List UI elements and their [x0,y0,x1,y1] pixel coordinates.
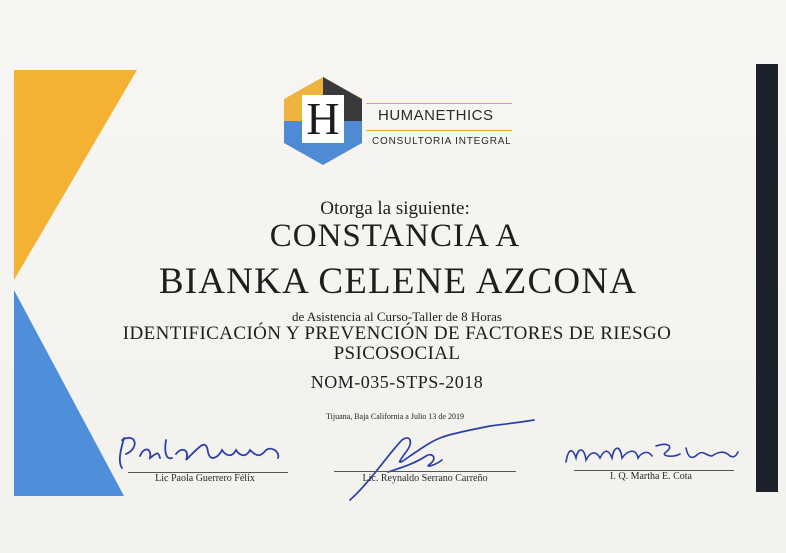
place-date: Tijuana, Baja California a Julio 13 de 2019 [326,412,464,421]
signatory-name-1: Lic Paola Guerrero Félix [155,473,255,484]
handwritten-signature-2 [330,412,540,507]
company-logo [282,75,522,170]
brand-subtitle: CONSULTORIA INTEGRAL [372,136,512,147]
course-title-line-2: PSICOSOCIAL [333,343,461,364]
brand-rule-top [366,103,512,104]
certificate-title: CONSTANCIA A [269,218,521,254]
grant-text: Otorga la siguiente: [320,198,470,219]
signature-block-3 [556,400,746,490]
logo-letter: H [306,93,340,144]
signature-line-2 [334,471,516,472]
signatory-name-3: I. Q. Martha E. Cota [610,471,692,482]
assistance-text: de Asistencia al Curso-Taller de 8 Horas [292,309,502,324]
handwritten-signature-3 [556,400,746,480]
recipient-name: BIANKA CELENE AZCONA [158,261,638,302]
signatory-name-2: Lic. Reynaldo Serrano Carreño [362,473,488,484]
signature-block-1 [110,400,300,490]
course-title-line-1: IDENTIFICACIÓN Y PREVENCIÓN DE FACTORES DE RIESGO [122,323,672,344]
brand-rule-middle [366,130,512,131]
norm-code: NOM-035-STPS-2018 [310,372,484,392]
brand-name: HUMANETHICS [378,107,494,124]
signature-block-2 [330,412,520,507]
handwritten-signature-1 [110,400,300,480]
